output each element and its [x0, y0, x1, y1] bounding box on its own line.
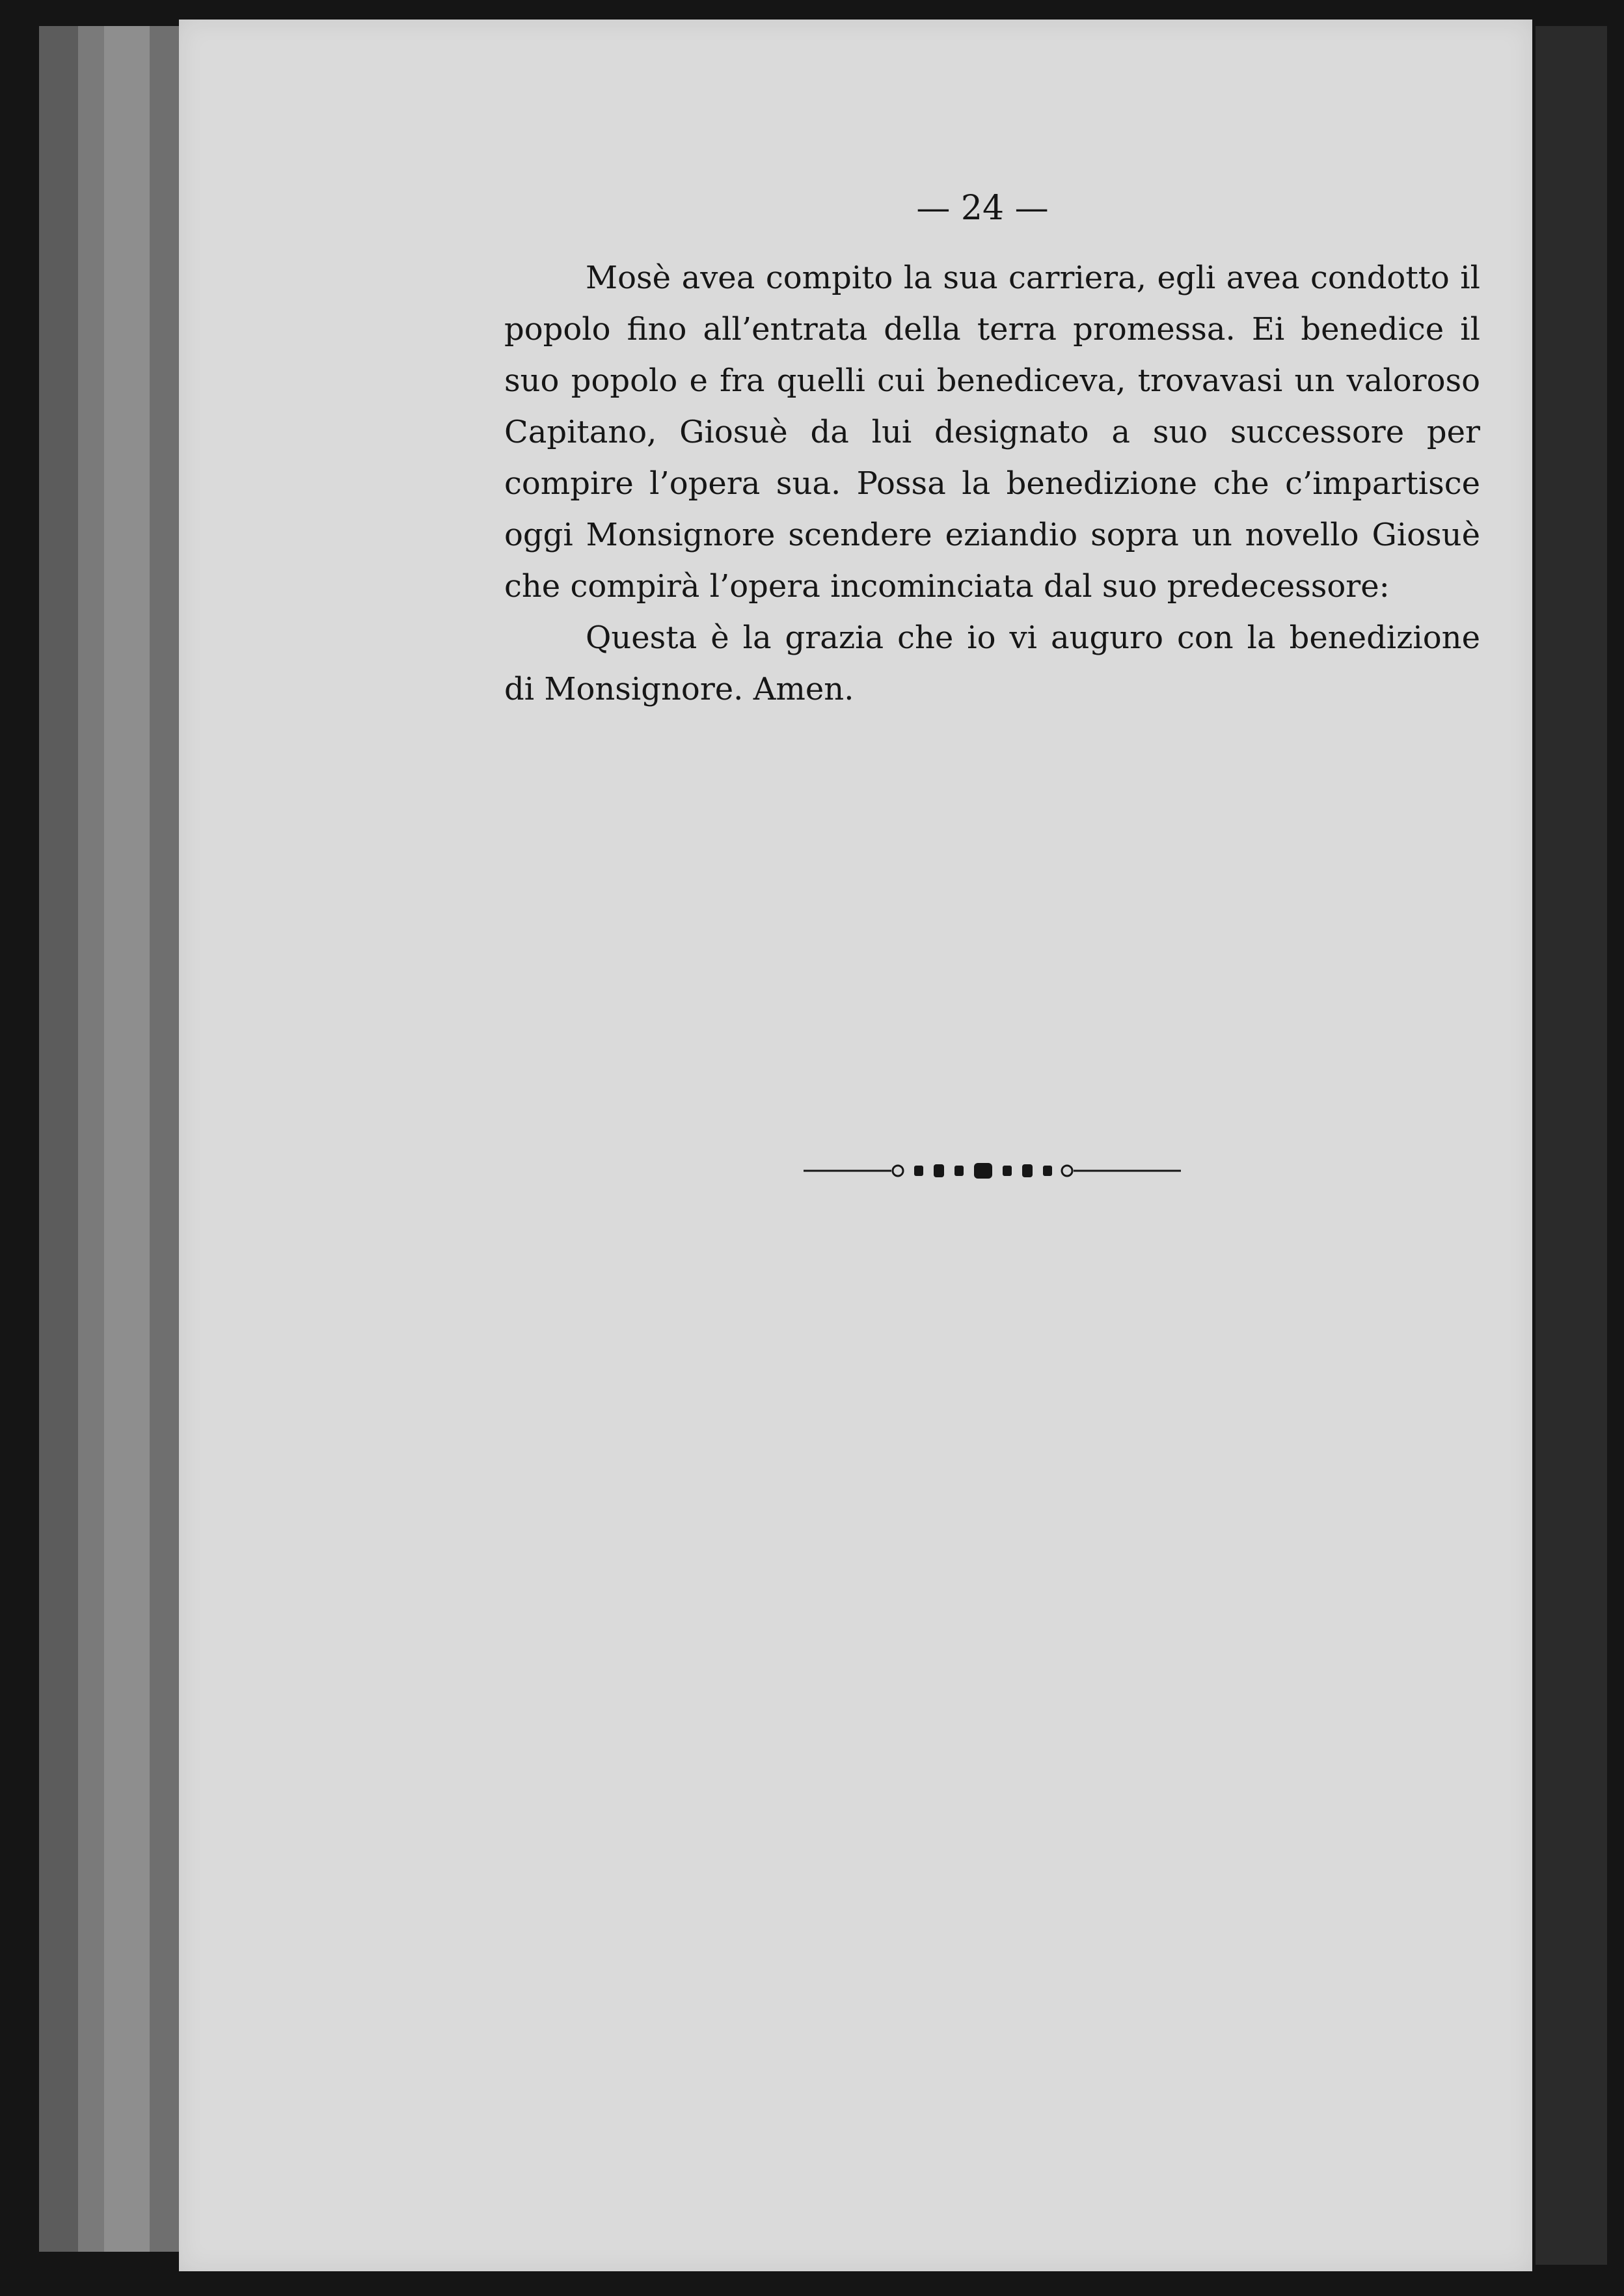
page-edge — [104, 26, 150, 2252]
page-edge — [78, 26, 104, 2252]
page-edge — [39, 26, 78, 2252]
ornament-divider — [804, 1162, 1181, 1180]
page-number: — 24 — — [916, 189, 1049, 228]
paragraph: Mosè avea compito la sua carriera, egli avea condotto il popolo fino all’entrata della terra promessa. Ei benedice il suo popolo e fra quelli cui benediceva, trovavasi un valoroso Capitano, Giosuè da lui designato a suo successore per compire l’opera sua. Possa la benedizione che c’impartisce oggi Monsignore scendere eziandio sopra un novello Giosuè che compirà l’opera incominciata dal suo predecessore: — [504, 260, 1480, 605]
binding-shadow — [1536, 26, 1607, 2265]
paragraph: Questa è la grazia che io vi auguro con la benedizione di Monsignore. Amen. — [504, 620, 1480, 707]
page-edge — [150, 26, 179, 2252]
body-text — [504, 253, 1480, 715]
